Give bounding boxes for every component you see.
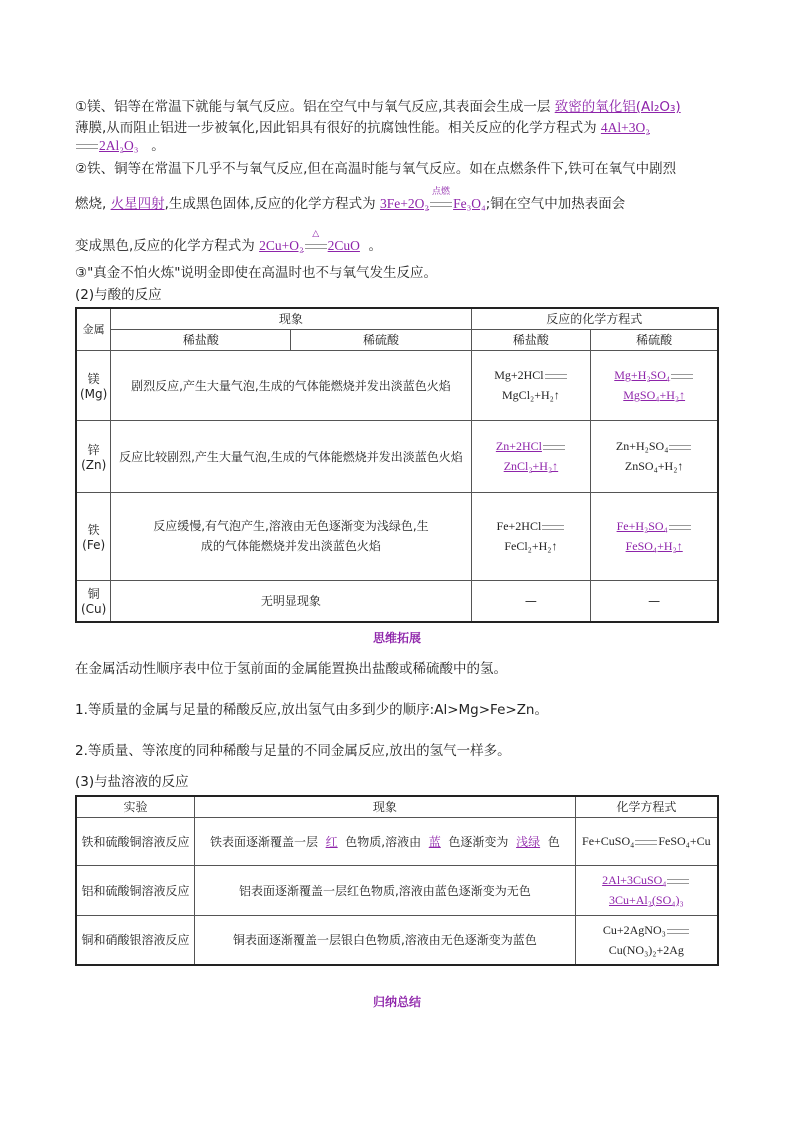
phenomenon-cell: 反应缓慢,有气泡产生,溶液由无色逐渐变为浅绿色,生成的气体能燃烧并发出淡蓝色火焰 — [111, 492, 471, 580]
section-title-thinking: 思维拓展 — [372, 631, 421, 645]
table-row: 铜和硝酸银溶液反应 铜表面逐渐覆盖一层银白色物质,溶液由无色逐渐变为蓝色 Cu+2AgNO₃ Cu(NO₃)₂+2Ag — [76, 915, 718, 965]
salt-heading: (3)与盐溶液的反应 — [75, 774, 189, 790]
oxygen-line-5: 燃烧, 火星四射,生成黑色固体,反应的化学方程式为 3Fe+2O₂ 点燃 Fe₃O₄;铜在空气中加热表面会 — [75, 187, 626, 212]
table-row: 镁 (Mg) 剧烈反应,产生大量气泡,生成的气体能燃烧并发出淡蓝色火焰 Mg+2HCl MgCl₂+H₂↑ Mg+H₂SO₄ MgSO₄+H₂↑ — [76, 350, 718, 420]
acid-heading: (2)与酸的反应 — [75, 287, 162, 303]
table-row: 铜 (Cu) 无明显现象 — — — [76, 580, 718, 622]
header-metal: 金属 — [76, 308, 111, 350]
answer-blank: 致密的氧化铝(Al₂O₃) — [554, 99, 681, 115]
thinking-p3: 2.等质量、等浓度的同种稀酸与足量的不同金属反应,放出的氢气一样多。 — [75, 743, 511, 759]
phenomenon-cell: 反应比较剧烈,产生大量气泡,生成的气体能燃烧并发出淡蓝色火焰 — [111, 420, 471, 492]
answer-blank: 火星四射 — [110, 196, 165, 212]
condition-mark: 点燃 — [429, 194, 453, 214]
acid-reaction-table: 金属 现象 反应的化学方程式 稀盐酸 稀硫酸 稀盐酸 稀硫酸 镁 (Mg) 剧烈反应,产生大量气泡,生成的气体能燃烧并发出淡蓝色火焰 Mg+2HCl MgCl₂+H₂↑ Mg+H₂SO₄ MgSO₄+H₂↑ 锌 (Zn) 反应比较剧烈,产生大量气泡,生成的气体能燃烧并发出淡蓝色火焰 Zn+2HCl ZnCl₂+H₂↑ Zn+H₂SO₄ ZnSO₄+H₂↑ 铁 (Fe) 反应缓慢,有气泡产生,溶液由无色逐渐变为浅绿色,生成的气体能燃烧并发出淡蓝色火焰 Fe+2HCl FeCl₂+H₂↑ Fe+H₂SO₄ FeSO₄+H₂↑ 铜 (Cu) 无明显现象 — — — [75, 307, 719, 623]
header-equation: 化学方程式 — [575, 796, 718, 817]
header-phenomenon: 现象 — [195, 796, 576, 817]
phenomenon-cell: 剧烈反应,产生大量气泡,生成的气体能燃烧并发出淡蓝色火焰 — [111, 350, 471, 420]
table-row: 铁 (Fe) 反应缓慢,有气泡产生,溶液由无色逐渐变为浅绿色,生成的气体能燃烧并发出淡蓝色火焰 Fe+2HCl FeCl₂+H₂↑ Fe+H₂SO₄ FeSO₄+H₂↑ — [76, 492, 718, 580]
oxygen-line-1: ①镁、铝等在常温下就能与氧气反应。铝在空气中与氧气反应,其表面会生成一层 致密的氧化铝(Al₂O₃) — [75, 99, 681, 115]
thinking-p1: 在金属活动性顺序表中位于氢前面的金属能置换出盐酸或稀硫酸中的氢。 — [75, 661, 507, 677]
oxygen-line-6: 变成黑色,反应的化学方程式为 2Cu+O₂ △ 2CuO 。 — [75, 229, 383, 254]
oxygen-line-2: 薄膜,从而阻止铝进一步被氧化,因此铝具有很好的抗腐蚀性能。相关反应的化学方程式为 4Al+3O₂ — [75, 120, 650, 136]
phenomenon-cell: 无明显现象 — [111, 580, 471, 622]
equals-sign — [76, 144, 98, 149]
table-row: 铝和硫酸铜溶液反应 铝表面逐渐覆盖一层红色物质,溶液由蓝色逐渐变为无色 2Al+3CuSO₄ 3Cu+Al₂(SO₄)₃ — [76, 865, 718, 915]
section-title-summary: 归纳总结 — [372, 995, 421, 1009]
salt-reaction-table — [75, 795, 719, 966]
header-phenomenon: 现象 — [111, 308, 471, 329]
header-experiment: 实验 — [76, 796, 195, 817]
oxygen-line-4: ②铁、铜等在常温下几乎不与氧气反应,但在高温时能与氧气反应。如在点燃条件下,铁可在氧气中剧烈 — [75, 161, 677, 177]
condition-mark: △ — [304, 236, 328, 256]
equation-blank: 4Al+3O₂ — [600, 120, 650, 135]
header-equation: 反应的化学方程式 — [471, 308, 718, 329]
oxygen-line-3: 2Al₂O₃ 。 — [75, 136, 165, 156]
oxygen-line-7: ③"真金不怕火炼"说明金即使在高温时也不与氧气发生反应。 — [75, 265, 438, 281]
thinking-p2: 1.等质量的金属与足量的稀酸反应,放出氢气由多到少的顺序:Al>Mg>Fe>Zn。 — [75, 702, 548, 718]
table-row: 铁和硫酸铜溶液反应 铁表面逐渐覆盖一层 红 色物质,溶液由 蓝 色逐渐变为 浅绿 色 Fe+CuSO₄ FeSO₄+Cu — [76, 817, 718, 865]
table-row: 锌 (Zn) 反应比较剧烈,产生大量气泡,生成的气体能燃烧并发出淡蓝色火焰 Zn+2HCl ZnCl₂+H₂↑ Zn+H₂SO₄ ZnSO₄+H₂↑ — [76, 420, 718, 492]
